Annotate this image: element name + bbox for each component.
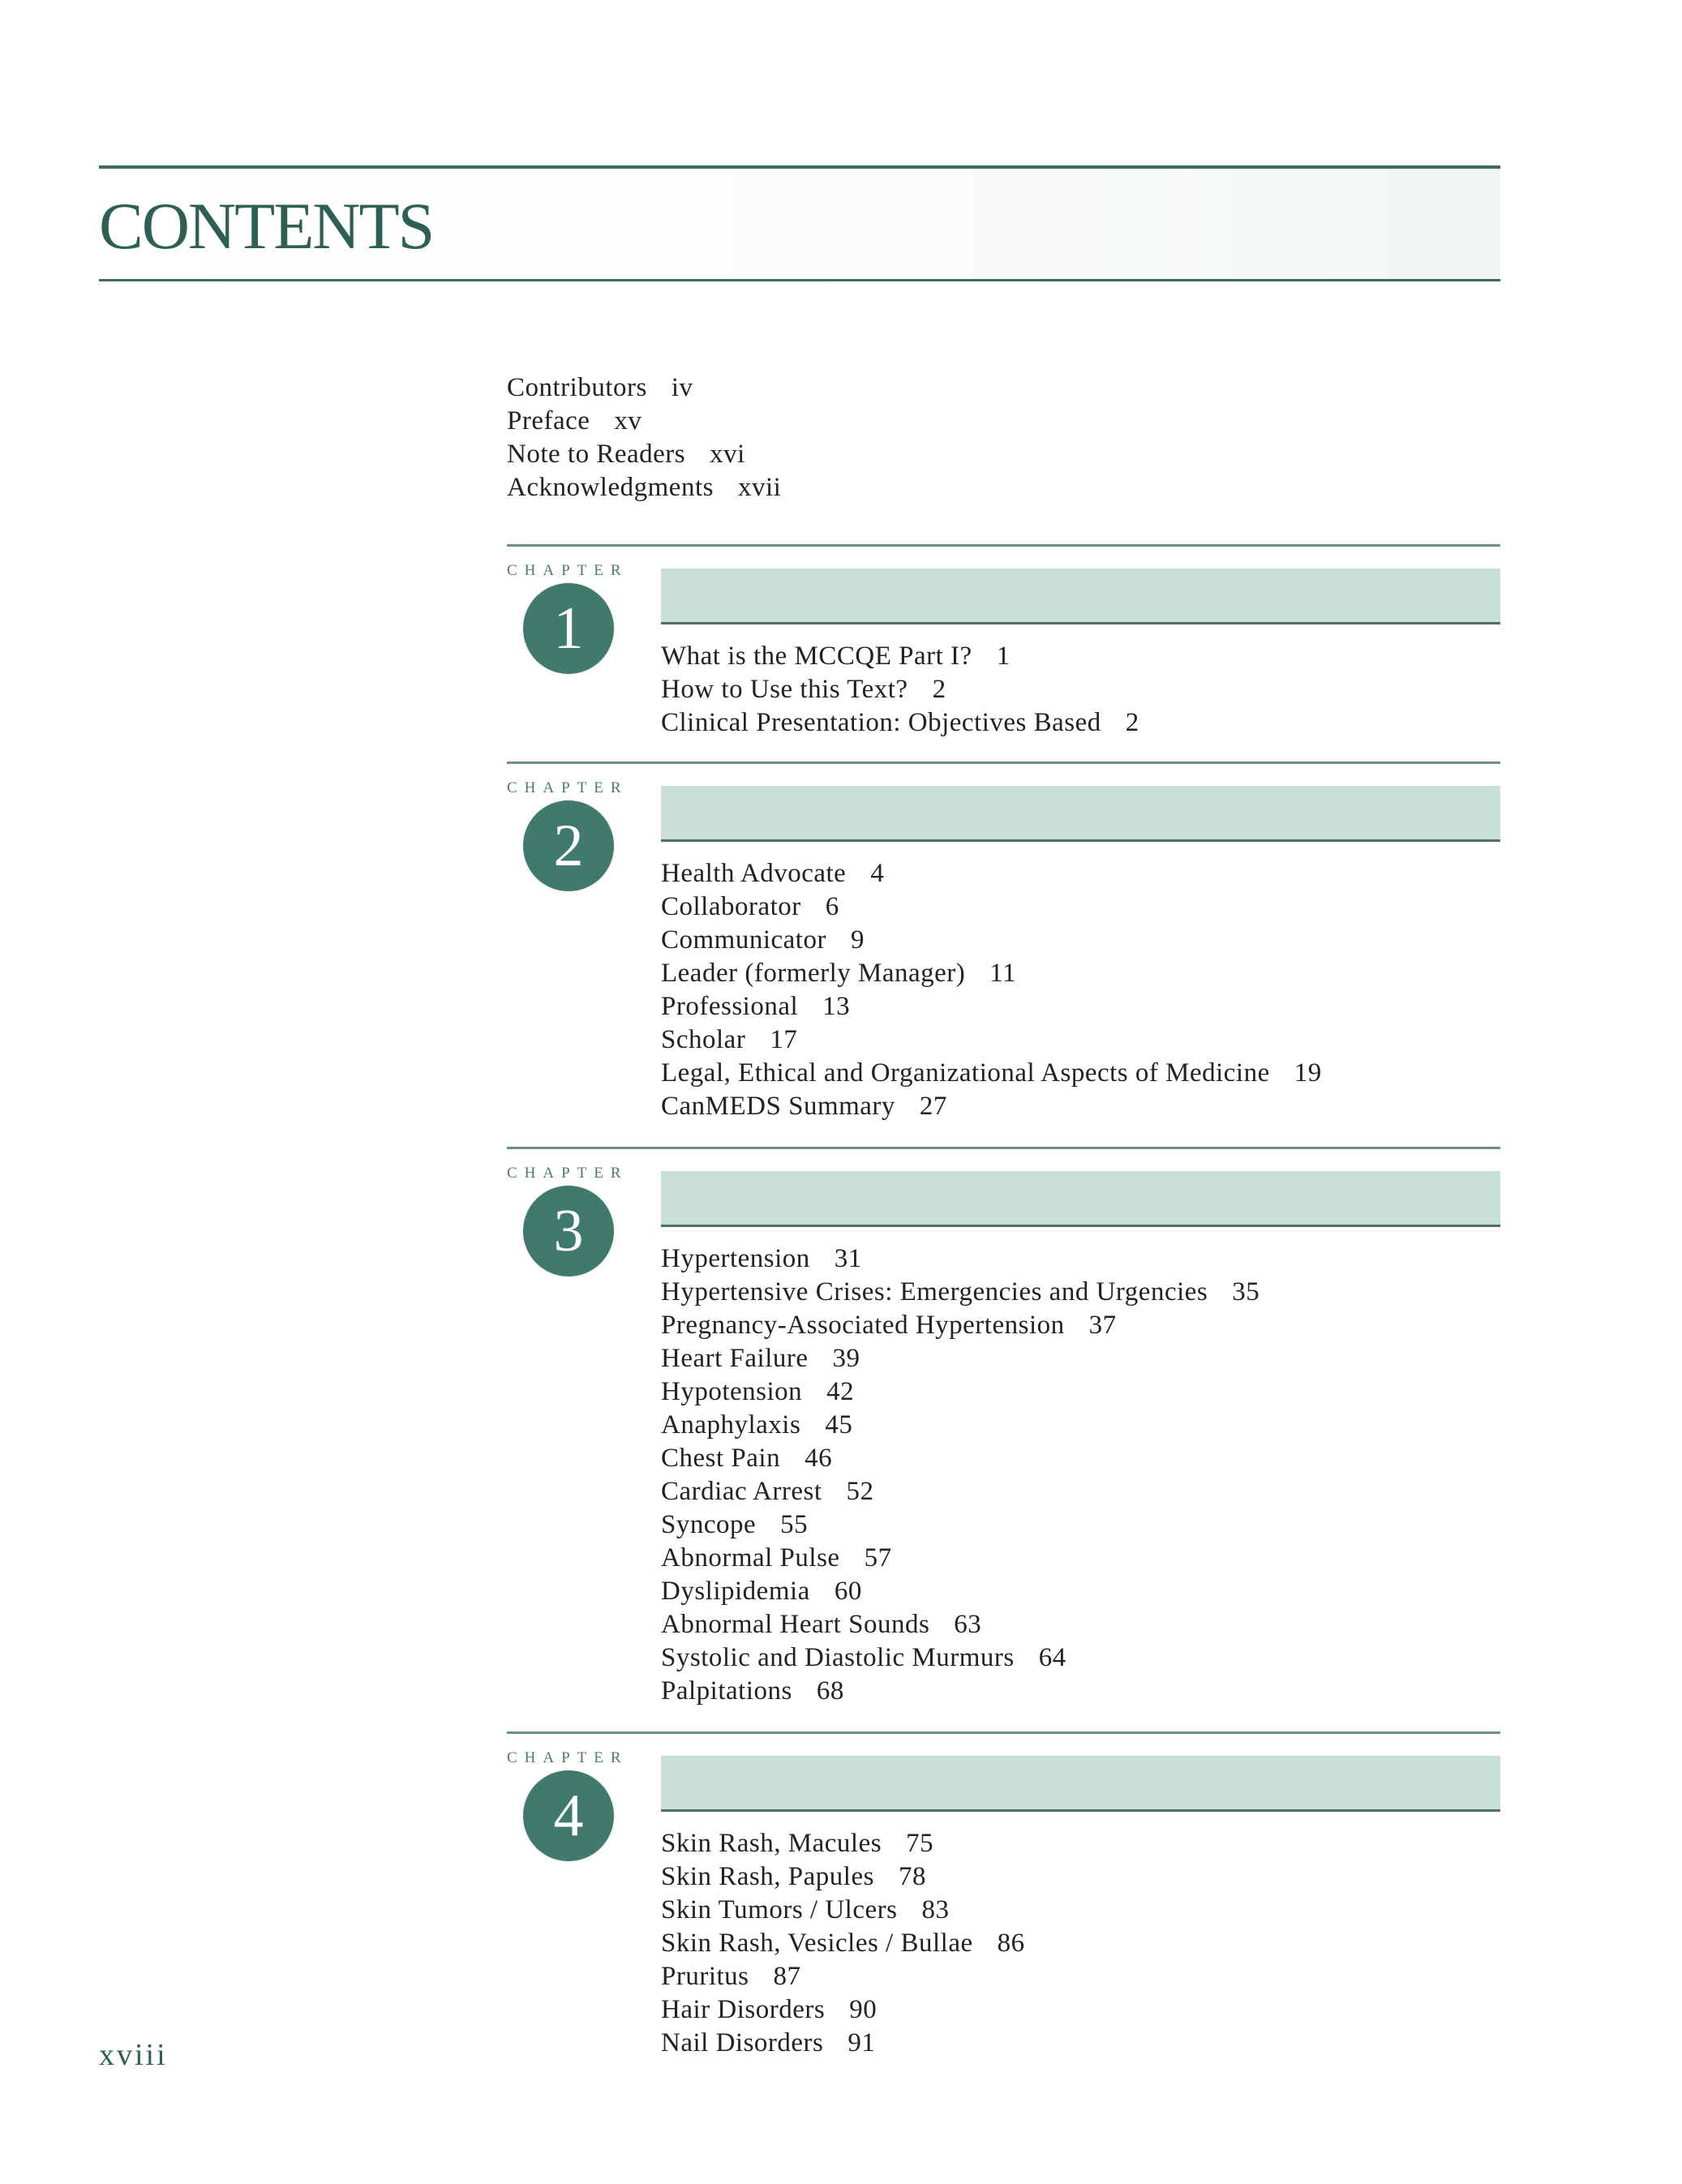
toc-entry[interactable] [661, 957, 1322, 990]
entry-page: 17 [770, 1025, 798, 1054]
entry-page: 2 [1125, 708, 1139, 737]
entry-page: 46 [805, 1444, 833, 1473]
entry-title: Professional [661, 992, 799, 1021]
entry-page: 13 [822, 992, 851, 1021]
toc-entry[interactable] [661, 1409, 1259, 1442]
entry-title: Hypertensive Crises: Emergencies and Urgencies [661, 1277, 1208, 1307]
entry-title: Pregnancy-Associated Hypertension [661, 1311, 1065, 1340]
entry-page: 52 [846, 1477, 874, 1506]
entry-page: 45 [825, 1410, 853, 1440]
entry-title: Legal, Ethical and Organizational Aspects of Medicine [661, 1058, 1270, 1088]
entry-title: Chest Pain [661, 1444, 781, 1473]
entry-page: 91 [847, 2028, 876, 2057]
toc-entry[interactable] [661, 1342, 1259, 1375]
toc-entry[interactable] [661, 1860, 1025, 1894]
entry-title: Anaphylaxis [661, 1410, 801, 1440]
entry-title: Skin Rash, Papules [661, 1862, 874, 1891]
entry-title: Acknowledgments [507, 473, 714, 502]
entry-page: 60 [834, 1577, 862, 1606]
entry-page: 57 [864, 1543, 892, 1573]
toc-entry[interactable] [661, 890, 1322, 924]
front-matter-entry[interactable] [507, 371, 781, 405]
entry-page: 68 [816, 1676, 844, 1706]
entry-title: Heart Failure [661, 1344, 809, 1373]
toc-entry[interactable] [661, 640, 1139, 673]
entry-page: xv [614, 406, 642, 436]
chapter-number-badge: 4 [523, 1770, 614, 1861]
chapter-rule [507, 1147, 1500, 1149]
chapter-rule [507, 1731, 1500, 1734]
chapter-title-bar [661, 786, 1500, 842]
chapter-entry-list [661, 857, 1322, 1123]
entry-page: 87 [773, 1962, 801, 1991]
front-matter-list [507, 371, 781, 504]
chapter-label: CHAPTER [507, 1165, 629, 1182]
entry-title: Leader (formerly Manager) [661, 959, 966, 988]
entry-title: Note to Readers [507, 440, 686, 469]
toc-entry[interactable] [661, 1475, 1259, 1508]
entry-title: Scholar [661, 1025, 746, 1054]
toc-entry[interactable] [661, 1608, 1259, 1641]
entry-title: Communicator [661, 925, 826, 955]
toc-entry[interactable] [661, 1927, 1025, 1960]
entry-title: Collaborator [661, 892, 801, 921]
entry-page: 27 [919, 1092, 947, 1121]
entry-page: 64 [1038, 1643, 1066, 1672]
toc-entry[interactable] [661, 1675, 1259, 1708]
chapter-title-bar [661, 1756, 1500, 1812]
entry-title: CanMEDS Summary [661, 1092, 895, 1121]
entry-title: Pruritus [661, 1962, 749, 1991]
entry-title: What is the MCCQE Part I? [661, 641, 972, 671]
chapter-label: CHAPTER [507, 562, 629, 579]
toc-entry[interactable] [661, 673, 1139, 706]
entry-page: xvii [737, 473, 782, 502]
entry-page: 86 [997, 1929, 1025, 1958]
front-matter-entry[interactable] [507, 405, 781, 438]
entry-title: Nail Disorders [661, 2028, 824, 2057]
chapter-number-badge: 3 [523, 1186, 614, 1277]
entry-title: Dyslipidemia [661, 1577, 810, 1606]
entry-title: Hair Disorders [661, 1995, 826, 2024]
entry-page: 63 [954, 1610, 982, 1639]
toc-entry[interactable] [661, 1960, 1025, 1993]
entry-page: iv [671, 373, 693, 402]
entry-page: 39 [832, 1344, 860, 1373]
chapter-label: CHAPTER [507, 779, 629, 796]
toc-entry[interactable] [661, 990, 1322, 1023]
entry-page: 6 [825, 892, 839, 921]
entry-page: 35 [1232, 1277, 1260, 1307]
toc-entry[interactable] [661, 857, 1322, 890]
entry-page: 78 [898, 1862, 926, 1891]
toc-entry[interactable] [661, 1309, 1259, 1342]
toc-entry[interactable] [661, 1993, 1025, 2027]
front-matter-entry[interactable] [507, 471, 781, 504]
entry-title: Skin Rash, Macules [661, 1829, 882, 1858]
entry-title: Hypertension [661, 1244, 810, 1273]
entry-page: 75 [906, 1829, 934, 1858]
entry-title: Skin Rash, Vesicles / Bullae [661, 1929, 973, 1958]
toc-entry[interactable] [661, 1023, 1322, 1057]
entry-title: Abnormal Pulse [661, 1543, 840, 1573]
chapter-title-bar [661, 1171, 1500, 1227]
entry-title: Contributors [507, 373, 647, 402]
toc-entry[interactable] [661, 924, 1322, 957]
entry-page: 37 [1088, 1311, 1117, 1340]
entry-title: Hypotension [661, 1377, 803, 1406]
toc-entry[interactable] [661, 1641, 1259, 1675]
entry-title: Syncope [661, 1510, 757, 1539]
toc-entry[interactable] [661, 1375, 1259, 1409]
toc-entry[interactable] [661, 1057, 1322, 1090]
toc-entry[interactable] [661, 1090, 1322, 1123]
entry-page: 11 [989, 959, 1017, 988]
chapter-entry-list [661, 640, 1139, 740]
entry-title: Skin Tumors / Ulcers [661, 1895, 898, 1924]
chapter-number-badge: 2 [523, 800, 614, 891]
chapter-rule [507, 544, 1500, 547]
entry-page: 90 [849, 1995, 877, 2024]
toc-entry[interactable] [661, 2027, 1025, 2060]
entry-page: 42 [826, 1377, 855, 1406]
toc-entry[interactable] [661, 1508, 1259, 1542]
toc-entry[interactable] [661, 1575, 1259, 1608]
entry-page: 83 [921, 1895, 950, 1924]
toc-entry[interactable] [661, 1442, 1259, 1475]
entry-page: 4 [870, 859, 885, 888]
entry-page: 31 [834, 1244, 862, 1273]
toc-entry[interactable] [661, 1276, 1259, 1309]
entry-title: Systolic and Diastolic Murmurs [661, 1643, 1015, 1672]
chapter-entry-list [661, 1242, 1259, 1708]
entry-page: 1 [996, 641, 1010, 671]
entry-title: Palpitations [661, 1676, 792, 1706]
chapter-number-badge: 1 [523, 583, 614, 674]
toc-entry[interactable] [661, 1242, 1259, 1276]
toc-entry[interactable] [661, 706, 1139, 740]
chapter-entry-list [661, 1827, 1025, 2060]
chapter-title-bar [661, 569, 1500, 624]
chapter-rule [507, 762, 1500, 764]
entry-page: 9 [850, 925, 865, 955]
entry-page: 2 [932, 675, 946, 704]
page-number: xviii [99, 2038, 168, 2072]
page-title: CONTENTS [99, 189, 434, 263]
toc-entry[interactable] [661, 1894, 1025, 1927]
entry-page: 19 [1294, 1058, 1322, 1088]
entry-page: 55 [780, 1510, 809, 1539]
entry-title: Cardiac Arrest [661, 1477, 822, 1506]
entry-title: How to Use this Text? [661, 675, 908, 704]
entry-title: Clinical Presentation: Objectives Based [661, 708, 1101, 737]
chapter-label: CHAPTER [507, 1749, 629, 1766]
entry-page: xvi [710, 440, 745, 469]
title-top-rule [99, 165, 1500, 169]
entry-title: Health Advocate [661, 859, 847, 888]
entry-title: Abnormal Heart Sounds [661, 1610, 930, 1639]
front-matter-entry[interactable] [507, 438, 781, 471]
title-bottom-rule [99, 279, 1500, 281]
toc-entry[interactable] [661, 1542, 1259, 1575]
entry-title: Preface [507, 406, 590, 436]
toc-entry[interactable] [661, 1827, 1025, 1860]
